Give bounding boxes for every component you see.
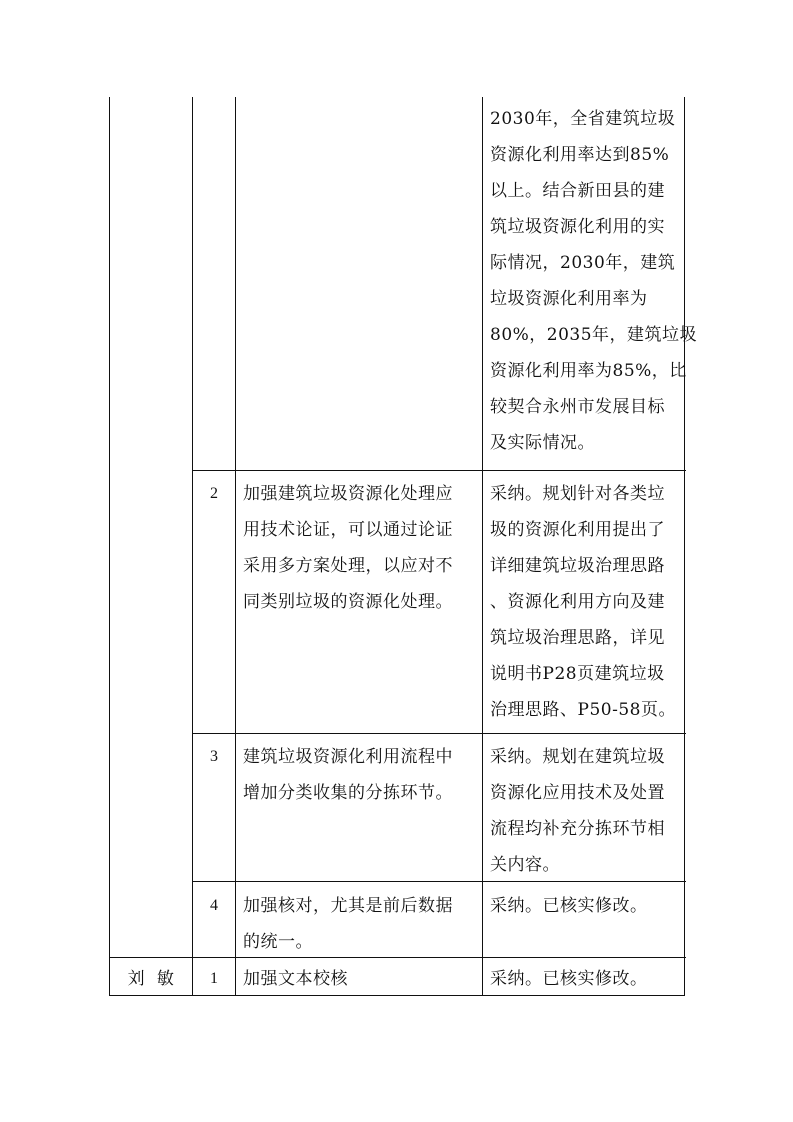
table-row-response: [490, 739, 665, 883]
response-line: 资源化应用技术及处置: [490, 783, 665, 803]
table-row-opinion: [243, 739, 453, 811]
response-line: 资源化利用率达到85%: [490, 145, 670, 165]
opinion-line: 用技术论证，可以通过论证: [243, 520, 453, 540]
row-divider: [192, 470, 686, 471]
column-divider: [235, 97, 236, 996]
table-row-opinion: [243, 476, 453, 620]
table-row-opinion: [243, 961, 348, 997]
column-divider: [192, 97, 193, 996]
response-line: 筑垃圾资源化利用的实: [490, 217, 665, 237]
table-row-response: [490, 961, 648, 997]
table-row-response: [490, 888, 648, 924]
opinion-line: 建筑垃圾资源化利用流程中: [243, 747, 453, 767]
response-line: 垃圾资源化利用率为: [490, 289, 648, 309]
response-line: 际情况，2030年，建筑: [490, 253, 676, 273]
response-line: 采纳。规划在建筑垃圾: [490, 747, 665, 767]
response-line: 较契合永州市发展目标: [490, 397, 665, 417]
item-number: 2: [210, 485, 218, 502]
table-row-response: [490, 476, 676, 728]
response-line: 及实际情况。: [490, 433, 595, 453]
response-line: 说明书P28页建筑垃圾: [490, 664, 665, 684]
response-line: 、资源化利用方向及建: [490, 592, 665, 612]
response-line: 以上。结合新田县的建: [490, 181, 665, 201]
response-line: 圾的资源化利用提出了: [490, 520, 665, 540]
response-line: 资源化利用率为85%，比: [490, 361, 687, 381]
response-line: 治理思路、P50-58页。: [490, 700, 676, 720]
item-number: 3: [210, 748, 218, 765]
opinion-line: 加强建筑垃圾资源化处理应: [243, 484, 453, 504]
opinion-line: 的统一。: [243, 932, 313, 952]
response-line: 采纳。规划针对各类垃: [490, 484, 665, 504]
row-divider: [192, 733, 686, 734]
reviewer-name: 刘 敏: [127, 969, 175, 989]
response-line: 流程均补充分拣环节相: [490, 819, 665, 839]
response-line: 2030年，全省建筑垃圾: [490, 109, 676, 129]
opinion-line: 同类别垃圾的资源化处理。: [243, 592, 453, 612]
table-row-opinion: [243, 888, 453, 960]
response-line: 80%，2035年，建筑垃圾: [490, 325, 698, 345]
column-divider: [482, 97, 483, 996]
item-number: 1: [210, 970, 218, 987]
response-line: 采纳。已核实修改。: [490, 969, 648, 989]
review-table: [109, 97, 698, 996]
table-row-response: [490, 101, 697, 461]
opinion-line: 增加分类收集的分拣环节。: [243, 783, 453, 803]
item-number: 4: [210, 897, 218, 914]
opinion-line: 采用多方案处理，以应对不: [243, 556, 453, 576]
opinion-line: 加强文本校核: [243, 969, 348, 989]
response-line: 采纳。已核实修改。: [490, 896, 648, 916]
response-line: 关内容。: [490, 855, 560, 875]
response-line: 详细建筑垃圾治理思路: [490, 556, 665, 576]
opinion-line: 加强核对，尤其是前后数据: [243, 896, 453, 916]
response-line: 筑垃圾治理思路，详见: [490, 628, 665, 648]
